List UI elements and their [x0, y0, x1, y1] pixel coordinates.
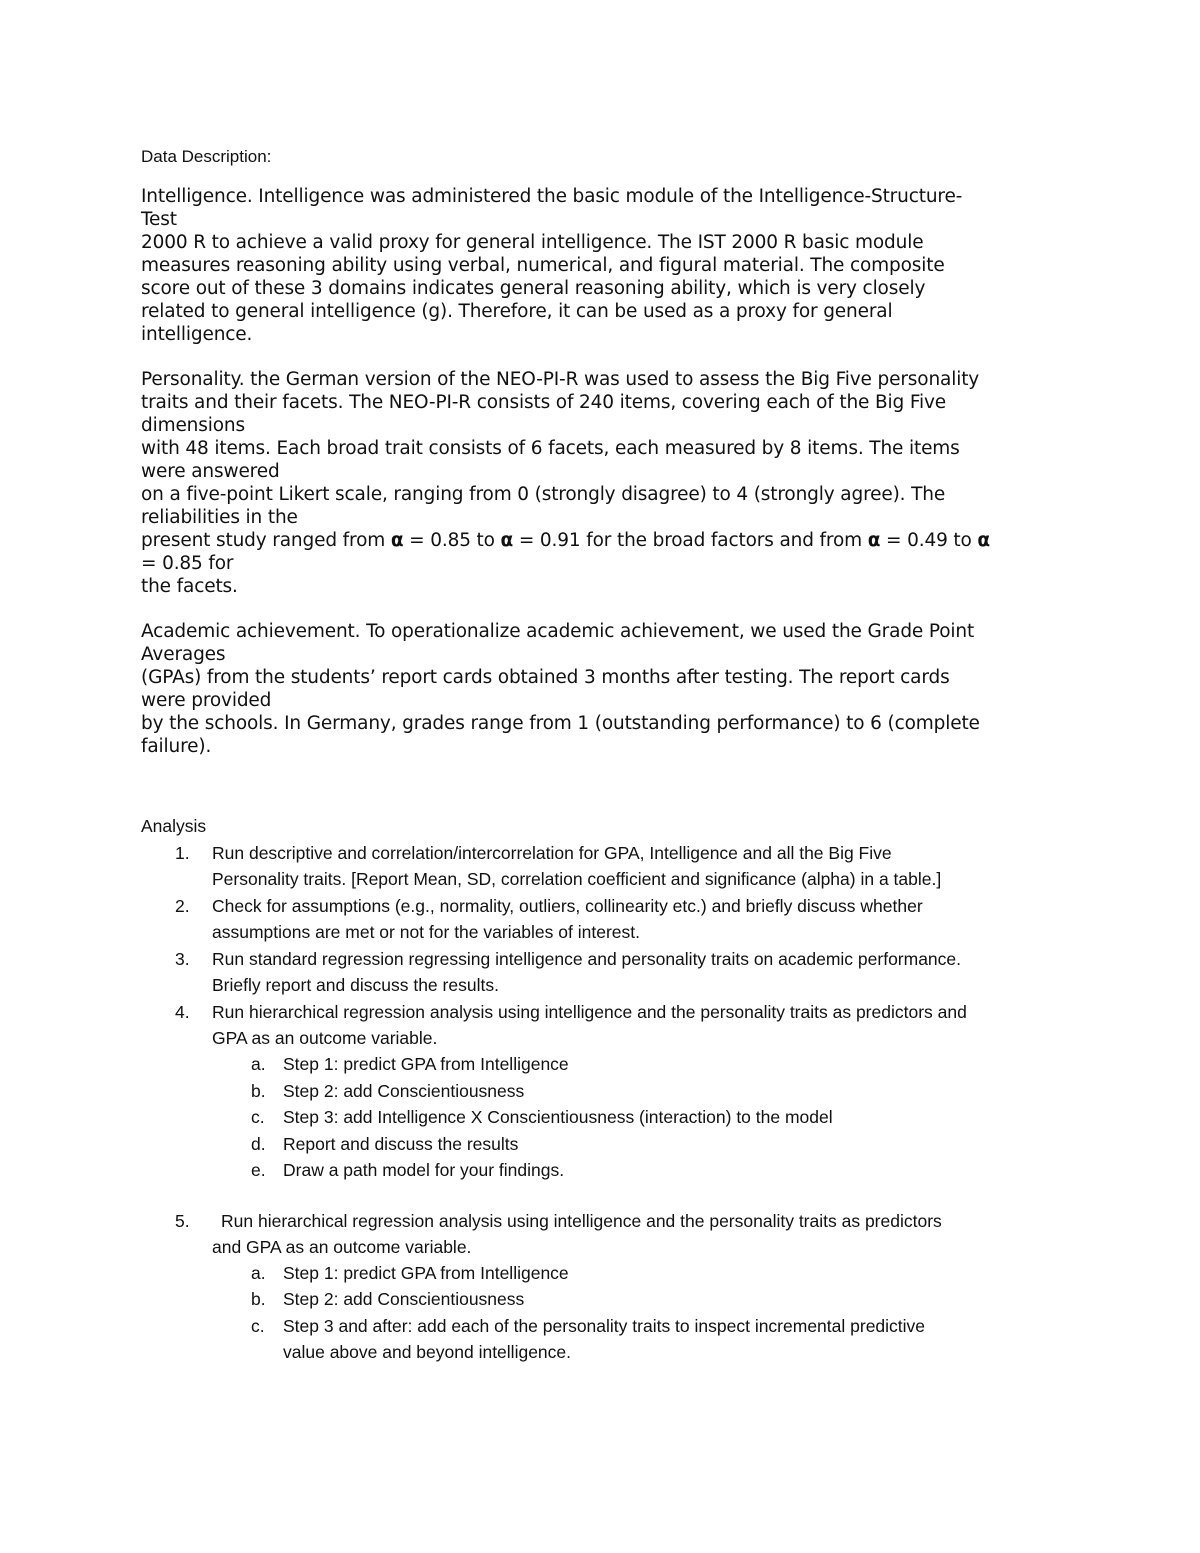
alpha-symbol: α: [977, 530, 990, 551]
item-line: Briefly report and discuss the results.: [212, 975, 499, 995]
text-line: were answered: [141, 461, 280, 482]
sub-item: [212, 1051, 1066, 1078]
analysis-item-2: [141, 893, 1066, 945]
text-line: = 0.85 for: [141, 553, 234, 574]
analysis-item-1: [141, 840, 1066, 892]
sub-item-letter: b.: [251, 1080, 266, 1101]
text-line: related to general intelligence (g). Therefore, it can be used as a proxy for general: [141, 301, 893, 322]
alpha-symbol: α: [500, 530, 514, 551]
alpha-symbol: α: [390, 530, 404, 551]
text-line: were provided: [141, 690, 272, 711]
item-line: assumptions are met or not for the variables of interest.: [212, 922, 640, 942]
item-line: GPA as an outcome variable.: [212, 1028, 438, 1048]
sub-item: [212, 1078, 1066, 1105]
text-line: the facets.: [141, 576, 238, 597]
text-fragment: = 0.91 for the broad factors and from: [513, 530, 868, 551]
analysis-section: [141, 814, 1066, 1366]
text-line: Averages: [141, 644, 226, 665]
sub-item-text: Draw a path model for your findings.: [283, 1160, 565, 1180]
text-line: with 48 items. Each broad trait consists of 6 facets, each measured by 8 items. The items: [141, 438, 960, 459]
item-line: Run hierarchical regression analysis using intelligence and the personality traits as predictors and: [212, 1002, 967, 1022]
text-line: score out of these 3 domains indicates general reasoning ability, which is very closely: [141, 278, 926, 299]
text-line: failure).: [141, 736, 212, 757]
sub-item-text: Report and discuss the results: [283, 1133, 519, 1154]
sub-item-letter: d.: [251, 1133, 266, 1154]
item-number: 2.: [175, 896, 190, 916]
item-number: 4.: [175, 1002, 190, 1022]
analysis-item-5: [141, 1208, 1066, 1366]
sub-list: [212, 1051, 1066, 1184]
item-number: 5.: [175, 1210, 190, 1231]
sub-item-letter: a.: [251, 1262, 266, 1283]
sub-item-text: Step 1: predict GPA from Intelligence: [283, 1054, 569, 1074]
item-line: Run hierarchical regression analysis using intelligence and the personality traits as predictors: [221, 1210, 942, 1231]
sub-list: [212, 1260, 1066, 1366]
text-line: 2000 R to achieve a valid proxy for general intelligence. The IST 2000 R basic module: [141, 232, 924, 253]
analysis-heading: Analysis: [141, 816, 207, 836]
sub-item-letter: e.: [251, 1160, 266, 1180]
item-line: Check for assumptions (e.g., normality, outliers, collinearity etc.) and briefly discuss whether: [212, 896, 923, 916]
text-line: Test: [141, 209, 177, 230]
academic-paragraph: [141, 620, 1066, 758]
sub-item-text: Step 2: add Conscientiousness: [283, 1289, 525, 1309]
intelligence-paragraph: [141, 185, 1066, 346]
sub-item-letter: c.: [251, 1315, 265, 1336]
text-line: traits and their facets. The NEO-PI-R consists of 240 items, covering each of the Big Five: [141, 392, 947, 413]
personality-paragraph: [141, 368, 1066, 598]
text-line: Academic achievement. To operationalize academic achievement, we used the Grade Point: [141, 621, 975, 642]
sub-item: [212, 1157, 1066, 1184]
text-fragment: = 0.49 to: [880, 530, 978, 551]
alpha-symbol: α: [867, 530, 881, 551]
item-line: and GPA as an outcome variable.: [212, 1236, 472, 1257]
text-line: on a five-point Likert scale, ranging from 0 (strongly disagree) to 4 (strongly agree). The: [141, 484, 946, 505]
sub-item-letter: b.: [251, 1289, 266, 1309]
text-line: intelligence.: [141, 324, 253, 345]
sub-item: [212, 1131, 1066, 1158]
item-number: 3.: [175, 949, 190, 969]
data-description-heading: Data Description:: [141, 147, 272, 166]
sub-item-text: Step 2: add Conscientiousness: [283, 1080, 525, 1101]
analysis-item-4: [141, 999, 1066, 1184]
document-page: [141, 146, 1066, 1367]
text-line: dimensions: [141, 415, 245, 436]
item-number: 1.: [175, 843, 190, 863]
sub-item: [212, 1260, 1066, 1287]
item-line: Run standard regression regressing intelligence and personality traits on academic performance.: [212, 949, 962, 969]
text-line: Intelligence. Intelligence was administered the basic module of the Intelligence-Structure-: [141, 186, 963, 207]
sub-item: [212, 1104, 1066, 1131]
text-line: by the schools. In Germany, grades range from 1 (outstanding performance) to 6 (complete: [141, 713, 980, 734]
text-fragment: present study ranged from: [141, 530, 391, 551]
sub-item-line: value above and beyond intelligence.: [283, 1342, 571, 1362]
analysis-list: [141, 840, 1066, 1366]
analysis-item-3: [141, 946, 1066, 998]
sub-item-line: Step 3 and after: add each of the personality traits to inspect incremental predictive: [283, 1315, 926, 1336]
item-line: Personality traits. [Report Mean, SD, correlation coefficient and significance (alpha) in a table.]: [212, 869, 942, 889]
sub-item-letter: a.: [251, 1054, 266, 1074]
text-line: (GPAs) from the students’ report cards obtained 3 months after testing. The report cards: [141, 667, 950, 688]
reliability-line: [141, 529, 1066, 552]
sub-item-letter: c.: [251, 1107, 265, 1127]
sub-item: [212, 1313, 1066, 1366]
text-line: measures reasoning ability using verbal, numerical, and figural material. The composite: [141, 255, 945, 276]
sub-item-text: Step 1: predict GPA from Intelligence: [283, 1262, 569, 1283]
sub-item-text: Step 3: add Intelligence X Conscientiousness (interaction) to the model: [283, 1107, 833, 1127]
text-line: Personality. the German version of the NEO-PI-R was used to assess the Big Five personality: [141, 369, 980, 390]
text-fragment: = 0.85 to: [403, 530, 501, 551]
item-line: Run descriptive and correlation/intercorrelation for GPA, Intelligence and all the Big Five: [212, 843, 892, 863]
text-line: reliabilities in the: [141, 507, 298, 528]
sub-item: [212, 1286, 1066, 1313]
